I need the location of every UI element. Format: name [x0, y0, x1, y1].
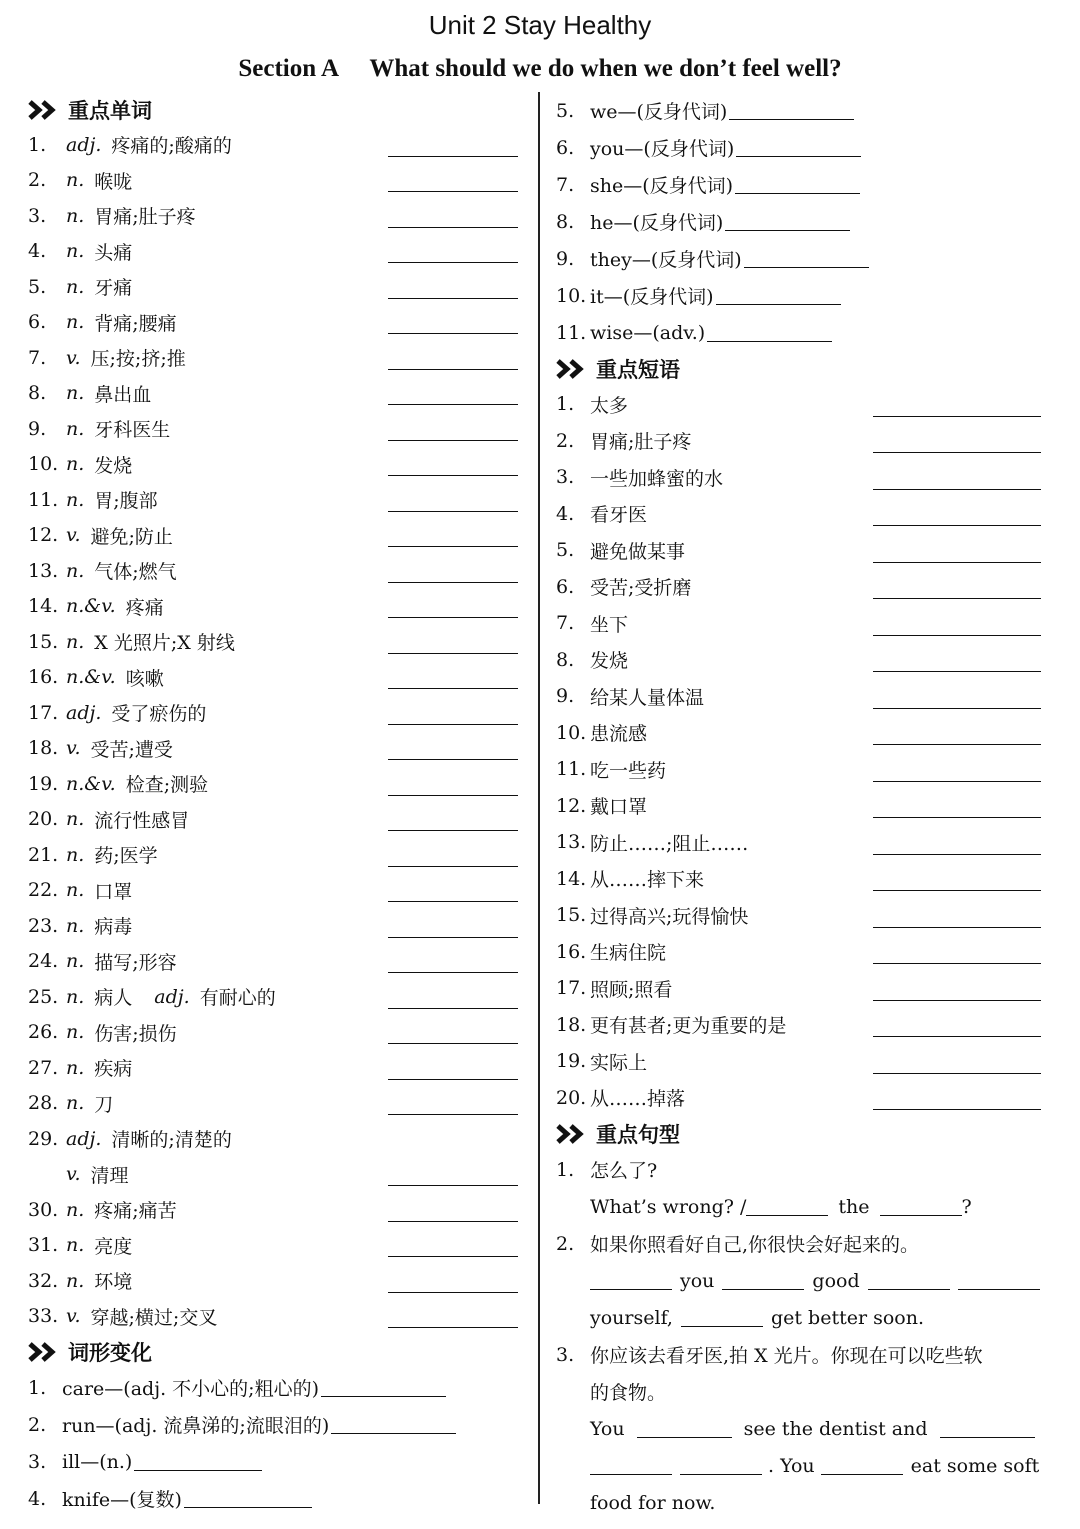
list-item: 16. 生病住院	[556, 934, 1041, 971]
wordforms-heading: 词形变化	[28, 1334, 518, 1369]
answer-blank[interactable]	[388, 298, 518, 299]
list-item: 11. wise—(adv.)	[556, 314, 1041, 351]
list-item: 8. he—(反身代词)	[556, 203, 1041, 240]
section-subtitle	[0, 55, 1080, 83]
answer-blank[interactable]	[388, 937, 518, 938]
answer-blank[interactable]	[868, 1271, 950, 1290]
list-item: 25. n. 病人 adj. 有耐心的	[28, 979, 518, 1015]
list-item: 21. n. 药;医学	[28, 837, 518, 873]
answer-blank[interactable]	[388, 333, 518, 334]
answer-blank[interactable]	[388, 1114, 518, 1115]
double-chevron-icon	[556, 358, 588, 380]
list-item: 4. knife—(复数)	[28, 1480, 518, 1517]
answer-blank[interactable]	[388, 1292, 518, 1293]
answer-blank[interactable]	[388, 582, 518, 583]
answer-blank[interactable]	[873, 708, 1041, 709]
list-item: 6. n. 背痛;腰痛	[28, 305, 518, 341]
answer-blank[interactable]	[184, 1489, 312, 1508]
list-item: 13. n. 气体;燃气	[28, 553, 518, 589]
list-item: 30. n. 疼痛;痛苦	[28, 1192, 518, 1228]
answer-blank[interactable]	[331, 1415, 456, 1434]
list-item: 1. 太多	[556, 386, 1041, 423]
double-chevron-icon	[28, 1341, 60, 1363]
answer-blank[interactable]	[744, 249, 869, 268]
list-item: 2. run—(adj. 流鼻涕的;流眼泪的)	[28, 1406, 518, 1443]
list-item: 4. n. 头痛	[28, 234, 518, 270]
answer-blank[interactable]	[722, 1271, 804, 1290]
answer-blank[interactable]	[388, 1221, 518, 1222]
answer-blank[interactable]	[746, 1197, 828, 1216]
list-item: 31. n. 亮度	[28, 1228, 518, 1264]
list-item: 2. 胃痛;肚子疼	[556, 423, 1041, 460]
answer-blank[interactable]	[388, 404, 518, 405]
answer-blank[interactable]	[873, 890, 1041, 891]
sentences-heading: 重点句型	[556, 1116, 1041, 1151]
answer-blank[interactable]	[821, 1456, 903, 1475]
list-item: 6. 受苦;受折磨	[556, 569, 1041, 606]
list-item: 23. n. 病毒	[28, 908, 518, 944]
section-question: What should we do when we don’t feel well?	[369, 55, 842, 82]
answer-blank[interactable]	[388, 546, 518, 547]
list-item: 22. n. 口罩	[28, 873, 518, 909]
vocab-heading: 重点单词	[28, 92, 518, 127]
list-item: 12. 戴口罩	[556, 788, 1041, 825]
list-item: 11. n. 胃;腹部	[28, 482, 518, 518]
answer-blank[interactable]	[940, 1419, 1035, 1438]
answer-blank[interactable]	[388, 156, 518, 157]
answer-blank[interactable]	[735, 175, 860, 194]
answer-blank[interactable]	[873, 854, 1041, 855]
answer-blank[interactable]	[388, 653, 518, 654]
answer-blank[interactable]	[388, 759, 518, 760]
list-item: 5. n. 牙痛	[28, 269, 518, 305]
list-item: 20. 从……掉落	[556, 1080, 1041, 1117]
phrase-list	[556, 386, 1041, 1116]
list-item: 15. n. X 光照片;X 射线	[28, 624, 518, 660]
list-item: 3. 一些加蜂蜜的水	[556, 459, 1041, 496]
sentence-2: 2. 如果你照看好自己,你很快会好起来的。 you good yourself, get better soon.	[556, 1225, 1041, 1336]
answer-blank[interactable]	[388, 901, 518, 902]
list-item: 27. n. 疾病	[28, 1050, 518, 1086]
list-item: 1. care—(adj. 不小心的;粗心的)	[28, 1369, 518, 1406]
answer-blank[interactable]	[873, 598, 1041, 599]
answer-blank[interactable]	[873, 781, 1041, 782]
answer-blank[interactable]	[388, 1008, 518, 1009]
answer-blank[interactable]	[680, 1456, 762, 1475]
answer-blank[interactable]	[590, 1456, 672, 1475]
list-item: v. 清理	[28, 1157, 518, 1193]
answer-blank[interactable]	[388, 1079, 518, 1080]
vocab-list	[28, 127, 518, 1334]
list-item: 3. ill—(n.)	[28, 1443, 518, 1480]
answer-blank[interactable]	[388, 972, 518, 973]
list-item: 19. 实际上	[556, 1043, 1041, 1080]
list-item: 8. 发烧	[556, 642, 1041, 679]
answer-blank[interactable]	[134, 1452, 262, 1471]
answer-blank[interactable]	[388, 795, 518, 796]
answer-blank[interactable]	[873, 963, 1041, 964]
answer-blank[interactable]	[707, 323, 832, 342]
list-item: 32. n. 环境	[28, 1263, 518, 1299]
list-item: 12. v. 避免;防止	[28, 518, 518, 554]
list-item: 15. 过得高兴;玩得愉快	[556, 897, 1041, 934]
answer-blank[interactable]	[388, 475, 518, 476]
left-column	[28, 92, 518, 1517]
answer-blank[interactable]	[873, 452, 1041, 453]
list-item: 2. n. 喉咙	[28, 163, 518, 199]
list-item: 5. 避免做某事	[556, 532, 1041, 569]
section-label: Section A	[238, 55, 340, 82]
answer-blank[interactable]	[388, 1185, 518, 1186]
list-item: 28. n. 刀	[28, 1086, 518, 1122]
answer-blank[interactable]	[388, 262, 518, 263]
double-chevron-icon	[28, 99, 60, 121]
answer-blank[interactable]	[873, 525, 1041, 526]
list-item: 9. they—(反身代词)	[556, 240, 1041, 277]
answer-blank[interactable]	[388, 617, 518, 618]
answer-blank[interactable]	[873, 744, 1041, 745]
answer-blank[interactable]	[388, 227, 518, 228]
answer-blank[interactable]	[388, 830, 518, 831]
double-chevron-icon	[556, 1123, 588, 1145]
answer-blank[interactable]	[681, 1308, 763, 1327]
answer-blank[interactable]	[873, 416, 1041, 417]
answer-blank[interactable]	[873, 1000, 1041, 1001]
list-item: 9. 给某人量体温	[556, 678, 1041, 715]
list-item: 3. n. 胃痛;肚子疼	[28, 198, 518, 234]
answer-blank[interactable]	[873, 489, 1041, 490]
answer-blank[interactable]	[873, 1036, 1041, 1037]
answer-blank[interactable]	[729, 101, 854, 120]
answer-blank[interactable]	[880, 1197, 962, 1216]
column-divider	[538, 92, 540, 1504]
sentence-1: 1. 怎么了? What’s wrong? / the ?	[556, 1158, 972, 1218]
phrases-heading: 重点短语	[556, 351, 1041, 386]
answer-blank[interactable]	[388, 440, 518, 441]
wordforms-list-right	[556, 92, 1041, 351]
list-item: 13. 防止……;阻止……	[556, 824, 1041, 861]
answer-blank[interactable]	[873, 817, 1041, 818]
list-item: 7. 坐下	[556, 605, 1041, 642]
list-item: 7. v. 压;按;挤;推	[28, 340, 518, 376]
answer-blank[interactable]	[388, 511, 518, 512]
list-item: 14. 从……摔下来	[556, 861, 1041, 898]
list-item: 16. n.&v. 咳嗽	[28, 660, 518, 696]
list-item: 10. it—(反身代词)	[556, 277, 1041, 314]
list-item: 7. she—(反身代词)	[556, 166, 1041, 203]
list-item: 17. adj. 受了瘀伤的	[28, 695, 518, 731]
answer-blank[interactable]	[388, 688, 518, 689]
answer-blank[interactable]	[637, 1419, 732, 1438]
answer-blank[interactable]	[873, 671, 1041, 672]
list-item: 29. adj. 清晰的;清楚的	[28, 1127, 232, 1152]
right-column	[556, 92, 1041, 1521]
answer-blank[interactable]	[321, 1378, 446, 1397]
answer-blank[interactable]	[736, 138, 861, 157]
sentence-3: 3. 你应该去看牙医,拍 X 光片。你现在可以吃些软 的食物。 You see the dentist and . You eat some soft food for now.	[556, 1343, 1040, 1514]
list-item: 5. we—(反身代词)	[556, 92, 1041, 129]
answer-blank[interactable]	[958, 1271, 1040, 1290]
answer-blank[interactable]	[725, 212, 850, 231]
answer-blank[interactable]	[388, 369, 518, 370]
answer-blank[interactable]	[873, 1073, 1041, 1074]
answer-blank[interactable]	[873, 927, 1041, 928]
answer-blank[interactable]	[388, 1043, 518, 1044]
list-item: 19. n.&v. 检查;测验	[28, 766, 518, 802]
answer-blank[interactable]	[388, 191, 518, 192]
list-item: 20. n. 流行性感冒	[28, 802, 518, 838]
answer-blank[interactable]	[388, 1256, 518, 1257]
list-item: 10. 患流感	[556, 715, 1041, 752]
list-item: 18. v. 受苦;遭受	[28, 731, 518, 767]
list-item: 26. n. 伤害;损伤	[28, 1015, 518, 1051]
list-item: 8. n. 鼻出血	[28, 376, 518, 412]
answer-blank[interactable]	[716, 286, 841, 305]
answer-blank[interactable]	[388, 1327, 518, 1328]
page-title: Unit 2 Stay Healthy	[428, 10, 652, 40]
list-item: 18. 更有甚者;更为重要的是	[556, 1007, 1041, 1044]
list-item: 10. n. 发烧	[28, 447, 518, 483]
answer-blank[interactable]	[873, 1109, 1041, 1110]
list-item: 24. n. 描写;形容	[28, 944, 518, 980]
list-item: 9. n. 牙科医生	[28, 411, 518, 447]
answer-blank[interactable]	[873, 635, 1041, 636]
list-item: 1. adj. 疼痛的;酸痛的	[28, 127, 518, 163]
wordforms-list-left	[28, 1369, 518, 1517]
answer-blank[interactable]	[388, 724, 518, 725]
answer-blank[interactable]	[873, 562, 1041, 563]
list-item: 17. 照顾;照看	[556, 970, 1041, 1007]
list-item: 6. you—(反身代词)	[556, 129, 1041, 166]
answer-blank[interactable]	[388, 866, 518, 867]
answer-blank[interactable]	[590, 1271, 672, 1290]
list-item: 33. v. 穿越;横过;交叉	[28, 1299, 518, 1335]
list-item: 11. 吃一些药	[556, 751, 1041, 788]
list-item: 14. n.&v. 疼痛	[28, 589, 518, 625]
list-item: 4. 看牙医	[556, 496, 1041, 533]
